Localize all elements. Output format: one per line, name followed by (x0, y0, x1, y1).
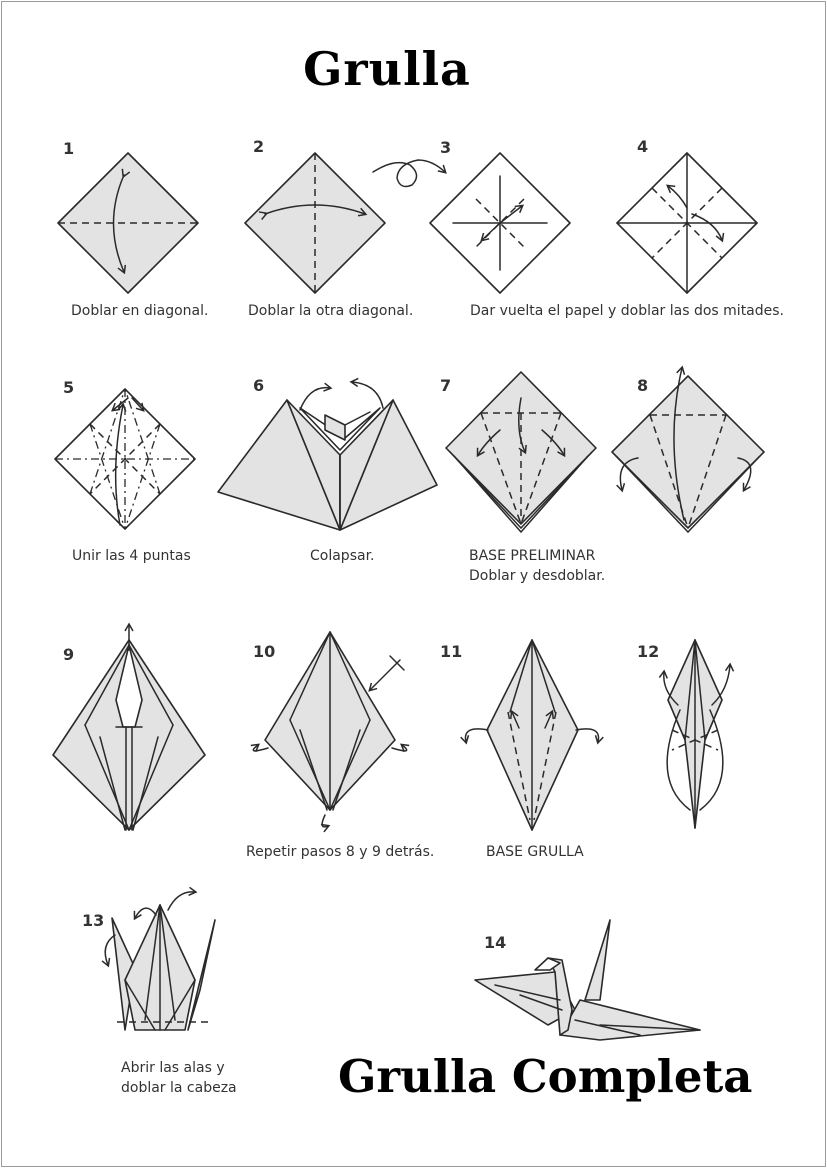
step-12-diagram (664, 640, 730, 828)
step-number-4: 4 (637, 137, 649, 156)
step-5-diagram (55, 389, 195, 529)
step-number-9: 9 (63, 645, 75, 664)
step-caption-2: Doblar la otra diagonal. (248, 303, 414, 319)
step-7-diagram (446, 372, 596, 532)
step-caption-5: Unir las 4 puntas (72, 548, 191, 564)
step-number-14: 14 (484, 933, 507, 952)
step-number-5: 5 (63, 378, 75, 397)
step-number-11: 11 (440, 642, 463, 661)
step-caption-7-line2: Doblar y desdoblar. (469, 568, 606, 584)
step-number-3: 3 (440, 138, 452, 157)
step-number-6: 6 (253, 376, 265, 395)
step-caption-3: Dar vuelta el papel y doblar las dos mitades. (470, 303, 785, 319)
step-caption-6: Colapsar. (310, 548, 375, 564)
step-number-2: 2 (253, 137, 265, 156)
footer-title: Grulla Completa (338, 1050, 753, 1103)
step-4-diagram (617, 153, 757, 293)
step-1-diagram (58, 153, 198, 293)
step-caption-1: Doblar en diagonal. (71, 303, 209, 319)
step-caption-10: Repetir pasos 8 y 9 detrás. (246, 844, 435, 860)
step-number-10: 10 (253, 642, 276, 661)
step-number-7: 7 (440, 376, 452, 395)
step-6-diagram (218, 382, 437, 530)
step-13-diagram (105, 892, 215, 1030)
step-10-diagram (253, 632, 406, 827)
step-caption-7: BASE PRELIMINAR (469, 548, 596, 564)
step-caption-13: Abrir las alas y (121, 1060, 225, 1076)
step-number-13: 13 (82, 911, 105, 930)
step-11-diagram (465, 640, 598, 830)
step-9-diagram (53, 625, 205, 830)
step-2-diagram (245, 153, 385, 293)
step-3-diagram (373, 153, 570, 293)
step-number-12: 12 (637, 642, 660, 661)
page-title: Grulla (303, 42, 471, 96)
step-caption-13-line2: doblar la cabeza (121, 1080, 237, 1096)
step-number-8: 8 (637, 376, 649, 395)
step-14-diagram (475, 920, 700, 1040)
step-8-diagram (612, 368, 764, 532)
step-number-1: 1 (63, 139, 75, 158)
step-caption-11: BASE GRULLA (486, 844, 584, 860)
